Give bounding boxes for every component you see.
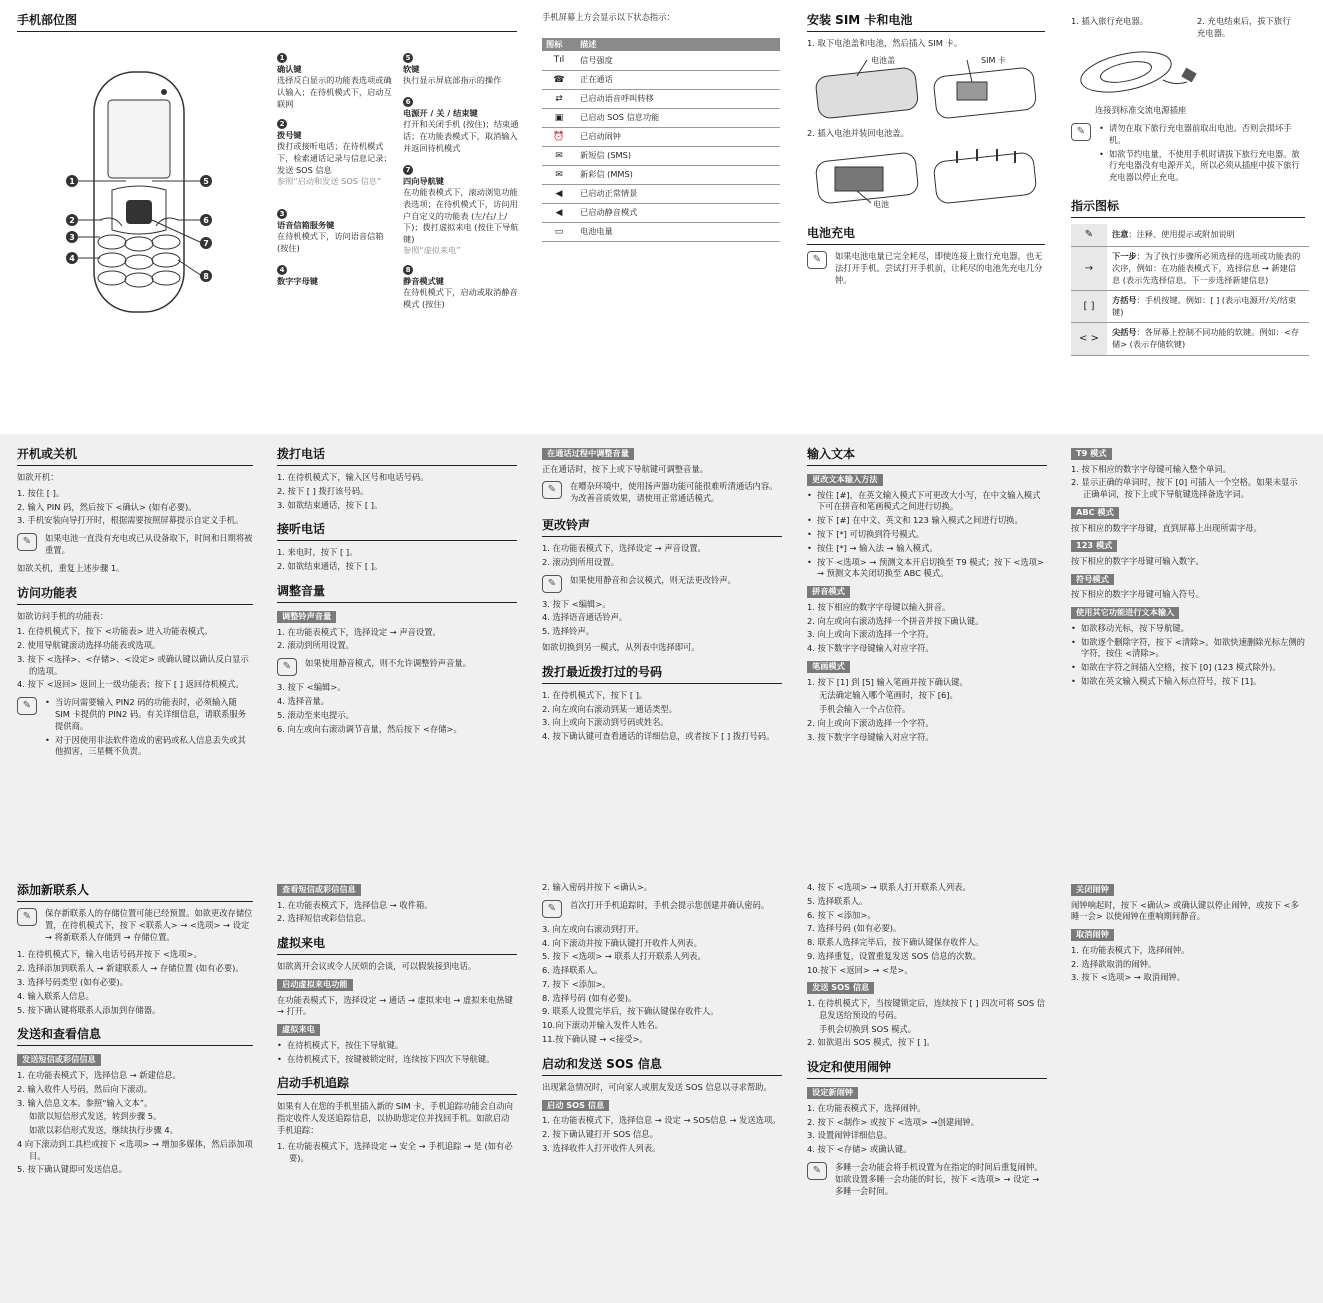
section-title: 拨打最近拨打过的号码 <box>542 664 782 684</box>
section-title: 启动手机追踪 <box>277 1075 517 1095</box>
section-title: 指示图标 <box>1071 198 1305 218</box>
note-icon: ✎ <box>1071 123 1091 141</box>
table-row: ◀ 已启动正常情景 <box>542 184 780 203</box>
column-4 <box>807 446 1047 747</box>
subsection-label: 拼音模式 <box>807 586 850 598</box>
steps: 1. 在功能表模式下，选择闹钟。 2. 按下 <制作> 或按下 <选项> →创建闹钟。 3. 设置闹钟详细信息。 4. 按下 <存储> 或确认键。 <box>807 1102 980 1155</box>
key-desc-8: 8 静音模式键 在待机模式下，启动或取消静音模式 (按住) <box>403 266 518 309</box>
subsection-label: 查看短信或彩信信息 <box>277 884 361 896</box>
column-2 <box>277 446 517 739</box>
steps: 1. 在功能表模式下，选择设定 → 安全 → 手机追踪 → 是 (如有必要)。 <box>277 1140 513 1163</box>
section-title: 电池充电 <box>807 225 1045 245</box>
charger-label: 连接到标准交流电源插座 <box>1095 105 1187 116</box>
note-icon: ✎ <box>17 908 37 926</box>
subsection-label: ABC 模式 <box>1071 507 1119 519</box>
sms-icon: ✉ <box>542 146 576 165</box>
subsection-label: 启动 SOS 信息 <box>542 1100 609 1112</box>
section-title: 启动和发送 SOS 信息 <box>542 1056 782 1076</box>
paragraph: 按下相应的数字字母键可输入数字。 <box>1071 556 1204 567</box>
paragraph: 如欲访问手机的功能表： <box>17 610 109 621</box>
steps: 2. 输入密码并按下 <确认>。 <box>542 882 653 892</box>
battery-icon: ▭ <box>542 222 576 241</box>
table-row: ▣ 已启动 SOS 信息功能 <box>542 108 780 127</box>
section-title: 添加新联系人 <box>17 882 253 902</box>
steps: 1. 在待机模式下，按下 [ ]。 2. 向左或向右滚动到某一通话类型。 3. 向上或向下滚动到号码或姓名。 4. 按下确认键可查看通话的详细信息，或者按下 [ ] 拨打号码。 <box>542 689 775 742</box>
page-1 <box>0 0 1323 434</box>
paragraph: 在功能表模式下，选择设定 → 通话 → 虚拟来电 → 虚拟来电热键 → 打开。 <box>277 994 513 1017</box>
callout-7: 7 <box>203 239 209 248</box>
key-desc-7: 7 四向导航键 在功能表模式下，滚动浏览功能表选项；在待机模式下，访问用户自定义的功能表 (左/右/上/下)；拨打虚拟来电 (按住下导航键) 参照“虚拟来电” <box>403 166 519 256</box>
alarm-icon: ⏰ <box>542 127 576 146</box>
sim-illustration <box>807 54 1045 124</box>
bullets: • 如欲移动光标，按下导航键。 • 如欲逐个删除字符，按下 <清除>。如欲快速删除光标左侧的字符，按住 <清除>。 • 如欲在字符之间插入空格，按下 [0] (123 模式除外)。 • 如欲在英文输入模式下输入标点符号，按下 [1]。 <box>1071 623 1305 688</box>
note-icon: ✎ <box>1071 224 1107 247</box>
label-sim: SIM 卡 <box>981 55 1006 65</box>
arrow-icon: → <box>1071 247 1107 291</box>
steps: 1. 在功能表模式下，选择信息 → 设定 → SOS信息 → 发送选项。 2. 按下确认键打开 SOS 信息。 3. 选择收件人打开收件人列表。 <box>542 1115 781 1153</box>
silent-profile-icon: ◀ <box>542 203 576 222</box>
paragraph: 如欲关机，重复上述步骤 1。 <box>17 562 125 573</box>
sim-step-1: 1. 取下电池盖和电池，然后插入 SIM 卡。 <box>807 38 963 49</box>
steps: 1. 在功能表模式下，选择设定 → 声音设置。 2. 滚动到所用设置。 <box>277 626 441 651</box>
subsection-label: 符号模式 <box>1071 574 1114 586</box>
steps: 1. 在待机模式下，当按键锁定后，连续按下 [ ] 四次可将 SOS 信息发送给预设的号码。 手机会切换到 SOS 模式。 2. 如欲退出 SOS 模式，按下 [ ]。 <box>807 998 1046 1048</box>
table-row: ▭ 电池电量 <box>542 222 780 241</box>
column-1 <box>17 882 253 1180</box>
section-title: 访问功能表 <box>17 585 253 605</box>
note: ✎ 如果电池一直没有充电或已从设备取下，时间和日期将被重置。 <box>17 533 253 557</box>
section-title: 开机或关机 <box>17 446 253 466</box>
note: ✎ 如果使用静音和会议模式，则无法更改铃声。 <box>542 575 782 593</box>
page-3 <box>0 868 1323 1303</box>
table-row: ✉ 新彩信 (MMS) <box>542 165 780 184</box>
steps: 3. 向左或向右滚动到打开。 4. 向下滚动并按下确认键打开收件人列表。 5. 按下 <选项> → 联系人打开联系人列表。 6. 选择联系人。 7. 按下 <添加>。 8. 选择号码 (如有必要)。 9. 联系人设置完毕后，按下确认键保存收件人。 10.向下滚动并输入发件人姓名。 11.按下确认键 → <接受>。 <box>542 923 719 1045</box>
key-desc-4: 4 数字字母键 <box>277 266 318 286</box>
key-desc-2: 2 拨号键 拨打或接听电话；在待机模式下，检索通话记录与信息记录；发送 SOS 信息 参照“启动和发送 SOS 信息” <box>277 120 392 187</box>
label-battery: 电池 <box>873 200 889 210</box>
table-row: ☎ 正在通话 <box>542 70 780 89</box>
callout-8: 8 <box>203 272 209 281</box>
steps: 1. 按住 [ ]。 2. 输入 PIN 码，然后按下 <确认> (如有必要)。 3. 手机安装向导打开时，根据需要按照屏幕提示自定义手机。 <box>17 487 244 526</box>
table-row: Tıl 信号强度 <box>542 51 780 70</box>
subsection-label: T9 模式 <box>1071 448 1112 460</box>
subsection-label: 关闭闹钟 <box>1071 884 1114 896</box>
steps: 3. 按下 <编辑>。 4. 选择语音通话铃声。 5. 选择铃声。 <box>542 598 628 637</box>
bullets: • 在待机模式下，按住下导航键。 • 在待机模式下，按键被锁定时，连续按下四次下导航键。 <box>277 1040 517 1066</box>
column-2 <box>277 882 517 1168</box>
note: ✎ • 当访问需要输入 PIN2 码的功能表时，必须输入随 SIM 卡提供的 PIN2 码。有关详细信息，请联系服务提供商。 • 对于因使用非法软件造成的密码或私人信息丢失或其他损害，三星概不负责。 <box>17 697 253 760</box>
steps: 1. 在待机模式下，输入电话号码并按下 <选项>。 2. 选择添加到联系人 → 新建联系人 → 存储位置 (如有必要)。 3. 选择号码类型 (如有必要)。 4. 输入联系人信息。 5. 按下确认键将联系人添加到存储器。 <box>17 949 244 1015</box>
section-title: 更改铃声 <box>542 517 782 537</box>
callout-3: 3 <box>69 233 75 242</box>
sim-step-2: 2. 插入电池并装回电池盖。 <box>807 127 909 138</box>
section-title: 输入文本 <box>807 446 1047 466</box>
call-icon: ☎ <box>542 70 576 89</box>
subsection-label: 在通话过程中调整音量 <box>542 448 634 460</box>
steps: 1. 在功能表模式下，选择设定 → 声音设置。 2. 滚动到所用设置。 <box>542 543 706 567</box>
note-icon: ✎ <box>17 533 37 551</box>
steps: 1. 来电时，按下 [ ]。 2. 如欲结束通话，按下 [ ]。 <box>277 547 383 572</box>
label-cover: 电池盖 <box>871 55 895 65</box>
paragraph: 按下相应的数字字母键可输入符号。 <box>1071 589 1204 600</box>
section-title: 拨打电话 <box>277 446 517 466</box>
table-row: ⇄ 已启动语音呼叫转移 <box>542 89 780 108</box>
section-title: 设定和使用闹钟 <box>807 1059 1047 1079</box>
note-icon: ✎ <box>542 900 562 918</box>
steps: 1. 按下相应的数字字母键以输入拼音。 2. 向左或向右滚动选择一个拼音并按下确认键。 3. 向上或向下滚动选择一个字符。 4. 按下数字字母键输入对应字符。 <box>807 601 984 654</box>
note: ✎ 首次打开手机追踪时，手机会提示您创建并确认密码。 <box>542 900 782 918</box>
steps: 1. 在功能表模式下，选择信息 → 新建信息。 2. 输入收件人号码，然后向下滚动。 3. 输入信息文本。参照“输入文本”。 如欲以短信形式发送，转到步骤 5。 如欲以彩信形式发送，继续执行步骤 4。 4 向下滚动到工具栏或按下 <选项> → 增加多媒体，然后添加项目。 5. 按下确认键即可发送信息。 <box>17 1069 253 1175</box>
column-3 <box>542 446 782 747</box>
paragraph: 如欲开机： <box>17 472 59 483</box>
note-icon: ✎ <box>807 251 827 269</box>
subsection-label: 取消闹钟 <box>1071 929 1114 941</box>
key-desc-5: 5 软键 执行显示屏底部指示的操作 <box>403 54 502 86</box>
section-title: 接听电话 <box>277 521 517 541</box>
paragraph: 正在通话时，按下上或下导航键可调整音量。 <box>542 463 708 474</box>
battery-illustration <box>807 143 1045 215</box>
callout-6: 6 <box>203 216 209 225</box>
paragraph: 如欲切换到另一模式，从列表中选择即可。 <box>542 641 700 652</box>
column-4 <box>807 882 1047 1203</box>
angle-bracket-icon: < > <box>1071 323 1107 355</box>
sim-section <box>807 12 1045 293</box>
table-row: ✎ 注意：注释、使用提示或附加说明 <box>1071 224 1309 247</box>
steps: 1. 按下相应的数字字母键可输入整个单词。 2. 显示正确的单词时，按下 [0] 可插入一个空格。如果未显示正确单词，按下上或下导航键选择备选字词。 <box>1071 463 1298 500</box>
section-title: 手机部位图 <box>17 12 517 32</box>
section-title: 安装 SIM 卡和电池 <box>807 12 1045 32</box>
section-title: 调整音量 <box>277 583 517 603</box>
note-icon: ✎ <box>17 697 37 715</box>
steps: 1. 在待机模式下，按下 <功能表> 进入功能表模式。 2. 使用导航键滚动选择功能表或选项。 3. 按下 <选择>、<存储>、<设定> 或确认键以确认反白显示的选项。 4. 按下 <返回> 返回上一级功能表；按下 [ ] 返回待机模式。 <box>17 626 249 690</box>
table-row: ◀ 已启动静音模式 <box>542 203 780 222</box>
subsection-label: 笔画模式 <box>807 661 850 673</box>
subsection-label: 发送 SOS 信息 <box>807 982 874 994</box>
note: ✎ 如果电池电量已完全耗尽，即使连接上旅行充电器，也无法打开手机。尝试打开手机前，让耗尽的电池先充电几分钟。 <box>807 251 1045 286</box>
steps: 4. 按下 <选项> → 联系人打开联系人列表。 5. 选择联系人。 6. 按下 <添加>。 7. 选择号码 (如有必要)。 8. 联系人选择完毕后，按下确认键保存收件人。 9. 选择重复，设置重复发送 SOS 信息的次数。 10.按下 <返回> → <是>。 <box>807 882 984 975</box>
column-3 <box>542 882 782 1159</box>
steps: 1. 在功能表模式下，选择闹钟。 2. 选择欲取消的闹钟。 3. 按下 <选项> → 取消闹钟。 <box>1071 944 1190 983</box>
table-row: ⏰ 已启动闹钟 <box>542 127 780 146</box>
paragraph: 按下相应的数字字母键，直到屏幕上出现所需字母。 <box>1071 522 1262 533</box>
paragraph: 如果有人在您的手机里插入新的 SIM 卡，手机追踪功能会自动向指定收件人发送追踪信息，以协助您定位并找回手机。如欲启动手机追踪： <box>277 1101 513 1136</box>
steps: 1. 在待机模式下，输入区号和电话号码。 2. 按下 [ ] 拨打该号码。 3. 如欲结束通话，按下 [ ]。 <box>277 472 429 510</box>
key-desc-6: 6 电源开 / 关 / 结束键 打开和关闭手机 (按住)；结束通话；在功能表模式下，取消输入并返回待机模式 <box>403 98 519 153</box>
bullets: • 按住 [#]，在英文输入模式下可更改大小写，在中文输入模式下可在拼音和笔画模式之间进行切换。 • 按下 [#] 在中文、英文和 123 输入模式之间进行切换。 • 按下 [*] 可切换到符号模式。 • 按住 [*] → 输入法 → 输入模式。 • 按下 <选项> → 预测文本开启切换至 T9 模式；按下 <选项> → 预测文本关闭切换至 ABC 模式。 <box>807 490 1047 580</box>
bracket-icon: [ ] <box>1071 291 1107 323</box>
note: ✎ • 请勿在取下旅行充电器前取出电池。否则会损坏手机。 • 如欲节约电量，不使用手机时请拔下旅行充电器。旅行充电器没有电源开关，所以必须从插座中拔下旅行充电器以停止充电。 <box>1071 123 1305 186</box>
mms-icon: ✉ <box>542 165 576 184</box>
table-row: ✉ 新短信 (SMS) <box>542 146 780 165</box>
col-desc: 描述 <box>576 38 780 52</box>
subsection-label: 虚拟来电 <box>277 1024 320 1036</box>
callout-2: 2 <box>69 216 75 225</box>
steps: 3. 按下 <编辑>。 4. 选择音量。 5. 滚动至来电提示。 6. 向左或向右滚动调节音量，然后按下 <存储>。 <box>277 682 462 734</box>
paragraph: 如欲离开会议或令人厌烦的会谈，可以假装接到电话。 <box>277 961 477 972</box>
section-title: 虚拟来电 <box>277 935 517 955</box>
note-icon: ✎ <box>277 658 297 676</box>
table-row: [ ] 方括号：手机按键。例如：[ ] (表示电源开/关/结束键) <box>1071 291 1309 323</box>
phone-diagram-section <box>17 12 517 38</box>
subsection-label: 调整铃声音量 <box>277 611 336 623</box>
callout-5: 5 <box>203 177 209 186</box>
subsection-label: 设定新闹钟 <box>807 1087 858 1099</box>
sos-icon: ▣ <box>542 108 576 127</box>
status-intro: 手机屏幕上方会显示以下状态指示： <box>542 12 675 22</box>
note: ✎ 保存新联系人的存储位置可能已经预置。如欲更改存储位置，在待机模式下，按下 <联系人> → <选项> → 设定 → 将新联系人存储到 → 存储位置。 <box>17 908 253 943</box>
status-table <box>542 38 780 242</box>
steps: 1. 在功能表模式下，选择信息 → 收件箱。 2. 选择短信或彩信信息。 <box>277 899 433 924</box>
subsection-label: 发送短信或彩信信息 <box>17 1054 101 1066</box>
note-icon: ✎ <box>542 575 562 593</box>
charger-illustration <box>1071 40 1305 102</box>
column-5 <box>1071 446 1305 692</box>
note: ✎ 如果使用静音模式，则不允许调整铃声音量。 <box>277 658 517 676</box>
subsection-label: 启动虚拟来电功能 <box>277 979 353 991</box>
key-desc-1: 1 确认键 选择反白显示的功能表选项或确认输入；在待机模式下，启动互联网 <box>277 54 392 109</box>
column-5 <box>1071 882 1305 988</box>
forward-icon: ⇄ <box>542 89 576 108</box>
subsection-label: 123 模式 <box>1071 540 1117 552</box>
phone-front-illustration <box>60 70 220 320</box>
note: ✎ 在嘈杂环境中，使用扬声器功能可能很难听清通话内容。为改善音质效果，请使用正常通话模式。 <box>542 481 782 505</box>
paragraph: 出现紧急情况时，可向家人或朋友发送 SOS 信息以寻求帮助。 <box>542 1081 772 1092</box>
table-row: → 下一步：为了执行步骤所必须选择的选项或功能表的次序，例如：在功能表模式下，选择信息 → 新建信息 (表示先选择信息、下一步选择新建信息) <box>1071 247 1309 291</box>
charge-step-2: 2. 充电结束后，拔下旅行充电器。 <box>1197 16 1291 38</box>
steps: 1. 按下 [1] 到 [5] 输入笔画并按下确认键。 无法确定输入哪个笔画时，按下 [6]。 手机会输入一个占位符。 2. 向上或向下滚动选择一个字符。 3. 按下数字字母键输入对应字符。 <box>807 676 968 742</box>
note-icon: ✎ <box>542 481 562 499</box>
normal-profile-icon: ◀ <box>542 184 576 203</box>
charge-step-1: 1. 插入旅行充电器。 <box>1071 16 1148 26</box>
callout-4: 4 <box>69 254 75 263</box>
section-title: 发送和查看信息 <box>17 1026 253 1046</box>
subsection-label: 更改文本输入方法 <box>807 474 883 486</box>
paragraph: 闹钟响起时，按下 <确认> 或确认键以停止闹钟，或按下 <多睡一会> 以使闹钟在重响期间静音。 <box>1071 899 1299 922</box>
page-2 <box>0 434 1323 868</box>
signal-icon: Tıl <box>542 51 576 70</box>
column-1 <box>17 446 253 766</box>
indicator-table <box>1071 224 1309 356</box>
note: ✎ 多睡一会功能会将手机设置为在指定的时间后重复闹钟。如欲设置多睡一会功能的时长，按下 <选项> → 设定 → 多睡一会时间。 <box>807 1162 1047 1197</box>
charger-section <box>1071 16 1305 356</box>
table-row: < > 尖括号：各屏幕上控制不同功能的软键。例如：<存储> (表示存储软键) <box>1071 323 1309 355</box>
status-indicators-section <box>542 12 780 242</box>
note-icon: ✎ <box>807 1162 827 1180</box>
col-icon: 图标 <box>542 38 576 52</box>
subsection-label: 使用其它功能进行文本输入 <box>1071 607 1179 619</box>
key-desc-3: 3 语音信箱服务键 在待机模式下，访问语音信箱 (按住) <box>277 210 384 253</box>
callout-1: 1 <box>69 177 75 186</box>
